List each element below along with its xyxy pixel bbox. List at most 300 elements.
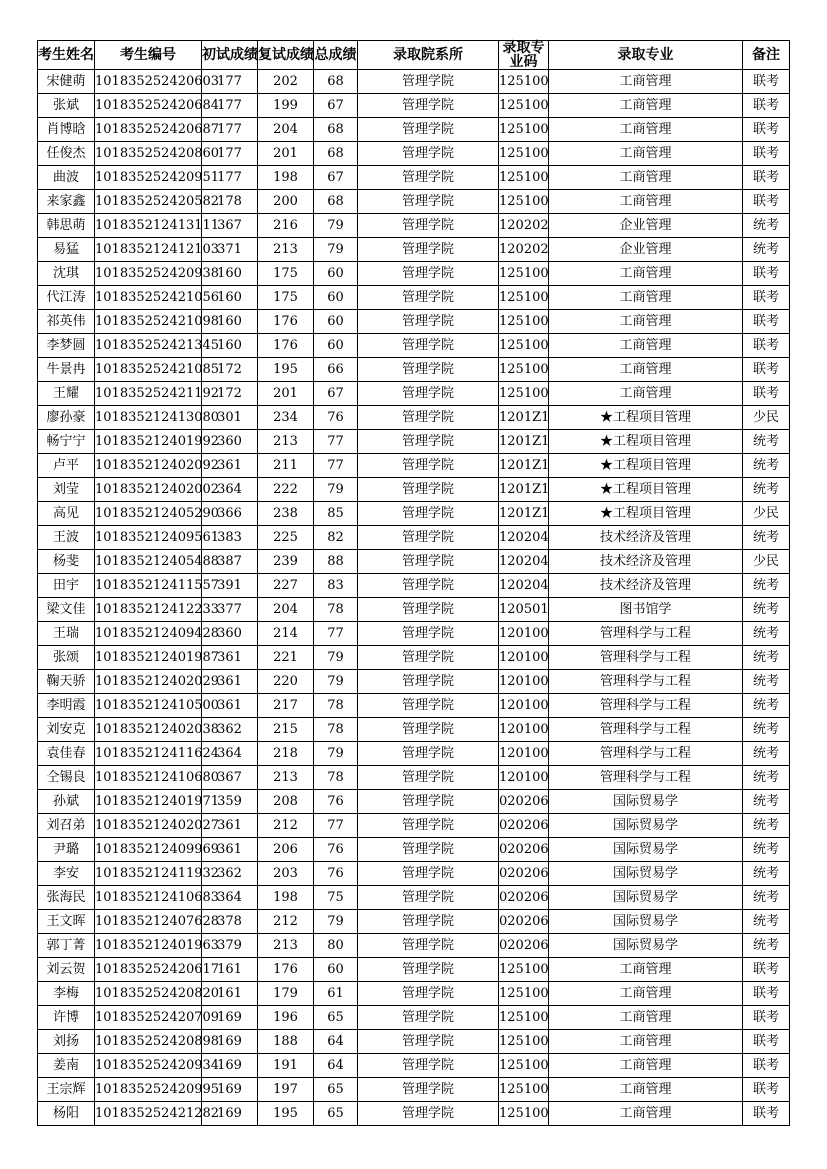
cell-department: 管理学院	[358, 598, 499, 622]
cell-major: 工商管理	[549, 118, 743, 142]
cell-major: 工商管理	[549, 286, 743, 310]
table-row	[38, 910, 790, 934]
cell-major-code: 125100	[499, 982, 549, 1006]
cell-note: 统考	[743, 838, 790, 862]
cell-id: 101835212405290	[95, 502, 202, 526]
cell-note: 统考	[743, 574, 790, 598]
cell-total-score: 76	[314, 790, 358, 814]
cell-department: 管理学院	[358, 886, 499, 910]
cell-retest-score: 213	[258, 934, 314, 958]
cell-total-score: 78	[314, 694, 358, 718]
cell-initial-score: 160	[202, 286, 258, 310]
cell-department: 管理学院	[358, 382, 499, 406]
cell-initial-score: 361	[202, 454, 258, 478]
cell-department: 管理学院	[358, 1054, 499, 1078]
cell-name: 宋健萌	[38, 70, 95, 94]
cell-major: 工商管理	[549, 70, 743, 94]
cell-major-code: 020206	[499, 814, 549, 838]
cell-note: 统考	[743, 454, 790, 478]
cell-note: 统考	[743, 694, 790, 718]
cell-id: 101835212407628	[95, 910, 202, 934]
cell-retest-score: 188	[258, 1030, 314, 1054]
cell-total-score: 78	[314, 598, 358, 622]
cell-id: 101835252421345	[95, 334, 202, 358]
cell-department: 管理学院	[358, 118, 499, 142]
cell-id: 101835252420860	[95, 142, 202, 166]
cell-department: 管理学院	[358, 214, 499, 238]
cell-retest-score: 216	[258, 214, 314, 238]
table-row	[38, 94, 790, 118]
cell-total-score: 68	[314, 142, 358, 166]
cell-department: 管理学院	[358, 430, 499, 454]
table-row	[38, 550, 790, 574]
cell-retest-score: 217	[258, 694, 314, 718]
cell-id: 101835212411932	[95, 862, 202, 886]
cell-retest-score: 208	[258, 790, 314, 814]
cell-department: 管理学院	[358, 1078, 499, 1102]
cell-note: 统考	[743, 862, 790, 886]
table-row	[38, 430, 790, 454]
cell-department: 管理学院	[358, 766, 499, 790]
cell-initial-score: 367	[202, 766, 258, 790]
cell-name: 王耀	[38, 382, 95, 406]
cell-major: 管理科学与工程	[549, 766, 743, 790]
cell-name: 袁佳春	[38, 742, 95, 766]
cell-total-score: 79	[314, 742, 358, 766]
cell-note: 联考	[743, 262, 790, 286]
cell-initial-score: 172	[202, 382, 258, 406]
cell-total-score: 76	[314, 862, 358, 886]
cell-note: 联考	[743, 142, 790, 166]
cell-retest-score: 198	[258, 886, 314, 910]
cell-retest-score: 213	[258, 430, 314, 454]
cell-major-code: 120202	[499, 238, 549, 262]
cell-retest-score: 206	[258, 838, 314, 862]
cell-id: 101835252420582	[95, 190, 202, 214]
cell-name: 肖博晗	[38, 118, 95, 142]
cell-name: 畅宁宁	[38, 430, 95, 454]
cell-initial-score: 160	[202, 310, 258, 334]
cell-retest-score: 213	[258, 238, 314, 262]
cell-department: 管理学院	[358, 958, 499, 982]
cell-total-score: 64	[314, 1030, 358, 1054]
cell-note: 联考	[743, 1054, 790, 1078]
cell-id: 101835252421085	[95, 358, 202, 382]
cell-note: 联考	[743, 310, 790, 334]
cell-id: 101835212412233	[95, 598, 202, 622]
cell-name: 刘云贺	[38, 958, 95, 982]
cell-retest-score: 218	[258, 742, 314, 766]
table-row	[38, 262, 790, 286]
cell-major-code: 120100	[499, 694, 549, 718]
cell-total-score: 68	[314, 70, 358, 94]
cell-department: 管理学院	[358, 166, 499, 190]
table-row	[38, 838, 790, 862]
cell-id: 101835252420709	[95, 1006, 202, 1030]
cell-major-code: 125100	[499, 958, 549, 982]
cell-id: 101835212409561	[95, 526, 202, 550]
table-row	[38, 238, 790, 262]
cell-name: 牛景冉	[38, 358, 95, 382]
cell-department: 管理学院	[358, 502, 499, 526]
cell-initial-score: 169	[202, 1054, 258, 1078]
cell-major: 国际贸易学	[549, 790, 743, 814]
cell-major: ★工程项目管理	[549, 430, 743, 454]
cell-initial-score: 362	[202, 718, 258, 742]
cell-name: 杨阳	[38, 1102, 95, 1126]
cell-note: 统考	[743, 790, 790, 814]
cell-major-code: 120100	[499, 718, 549, 742]
cell-retest-score: 195	[258, 1102, 314, 1126]
cell-department: 管理学院	[358, 910, 499, 934]
cell-department: 管理学院	[358, 190, 499, 214]
table-row	[38, 286, 790, 310]
cell-note: 少民	[743, 550, 790, 574]
cell-name: 易猛	[38, 238, 95, 262]
cell-name: 李安	[38, 862, 95, 886]
cell-note: 联考	[743, 358, 790, 382]
table-row	[38, 814, 790, 838]
cell-major: 管理科学与工程	[549, 742, 743, 766]
cell-initial-score: 177	[202, 118, 258, 142]
cell-initial-score: 169	[202, 1078, 258, 1102]
cell-name: 来家鑫	[38, 190, 95, 214]
cell-name: 刘安克	[38, 718, 95, 742]
cell-major: 管理科学与工程	[549, 646, 743, 670]
cell-note: 联考	[743, 286, 790, 310]
cell-department: 管理学院	[358, 334, 499, 358]
cell-total-score: 67	[314, 94, 358, 118]
cell-id: 101835212401971	[95, 790, 202, 814]
cell-major: 图书馆学	[549, 598, 743, 622]
cell-id: 101835212401992	[95, 430, 202, 454]
cell-major: 工商管理	[549, 94, 743, 118]
cell-note: 联考	[743, 118, 790, 142]
cell-total-score: 79	[314, 670, 358, 694]
cell-id: 101835252420603	[95, 70, 202, 94]
cell-retest-score: 204	[258, 598, 314, 622]
cell-name: 张海民	[38, 886, 95, 910]
cell-initial-score: 361	[202, 646, 258, 670]
cell-major-code: 120100	[499, 766, 549, 790]
cell-id: 101835212410683	[95, 886, 202, 910]
table-row	[38, 118, 790, 142]
cell-total-score: 76	[314, 838, 358, 862]
cell-name: 杨斐	[38, 550, 95, 574]
cell-total-score: 68	[314, 190, 358, 214]
cell-name: 王波	[38, 526, 95, 550]
cell-major: 工商管理	[549, 1006, 743, 1030]
cell-name: 孙斌	[38, 790, 95, 814]
cell-major: 工商管理	[549, 958, 743, 982]
cell-department: 管理学院	[358, 646, 499, 670]
cell-name: 代江涛	[38, 286, 95, 310]
cell-total-score: 80	[314, 934, 358, 958]
cell-id: 101835212401987	[95, 646, 202, 670]
cell-retest-score: 225	[258, 526, 314, 550]
cell-initial-score: 383	[202, 526, 258, 550]
header-total-score: 总成绩	[314, 41, 358, 70]
header-major-code: 录取专业码	[499, 41, 549, 70]
cell-department: 管理学院	[358, 358, 499, 382]
cell-name: 姜南	[38, 1054, 95, 1078]
cell-major-code: 1201Z1	[499, 430, 549, 454]
cell-major-code: 120204	[499, 550, 549, 574]
cell-department: 管理学院	[358, 790, 499, 814]
table-row	[38, 334, 790, 358]
cell-initial-score: 364	[202, 478, 258, 502]
cell-retest-score: 212	[258, 910, 314, 934]
cell-total-score: 88	[314, 550, 358, 574]
cell-major-code: 125100	[499, 1078, 549, 1102]
cell-major: 工商管理	[549, 1054, 743, 1078]
cell-initial-score: 178	[202, 190, 258, 214]
cell-retest-score: 221	[258, 646, 314, 670]
cell-department: 管理学院	[358, 934, 499, 958]
cell-id: 101835212411557	[95, 574, 202, 598]
cell-initial-score: 367	[202, 214, 258, 238]
table-row	[38, 958, 790, 982]
cell-id: 101835252420995	[95, 1078, 202, 1102]
cell-total-score: 60	[314, 286, 358, 310]
cell-note: 统考	[743, 646, 790, 670]
cell-major-code: 020206	[499, 886, 549, 910]
table-row	[38, 1006, 790, 1030]
cell-retest-score: 195	[258, 358, 314, 382]
table-row	[38, 670, 790, 694]
table-row	[38, 718, 790, 742]
cell-major-code: 120501	[499, 598, 549, 622]
table-row	[38, 766, 790, 790]
table-row	[38, 982, 790, 1006]
cell-major: ★工程项目管理	[549, 478, 743, 502]
cell-note: 少民	[743, 502, 790, 526]
cell-total-score: 60	[314, 262, 358, 286]
cell-major-code: 020206	[499, 910, 549, 934]
cell-note: 联考	[743, 166, 790, 190]
cell-total-score: 67	[314, 382, 358, 406]
cell-retest-score: 201	[258, 382, 314, 406]
cell-name: 梁文佳	[38, 598, 95, 622]
cell-major-code: 020206	[499, 790, 549, 814]
cell-id: 101835212402038	[95, 718, 202, 742]
cell-department: 管理学院	[358, 94, 499, 118]
cell-initial-score: 161	[202, 982, 258, 1006]
cell-note: 统考	[743, 430, 790, 454]
cell-major: 企业管理	[549, 238, 743, 262]
cell-total-score: 79	[314, 910, 358, 934]
cell-id: 101835252420934	[95, 1054, 202, 1078]
cell-total-score: 77	[314, 814, 358, 838]
cell-initial-score: 391	[202, 574, 258, 598]
cell-initial-score: 371	[202, 238, 258, 262]
cell-note: 联考	[743, 1030, 790, 1054]
cell-total-score: 65	[314, 1102, 358, 1126]
cell-initial-score: 361	[202, 814, 258, 838]
cell-major: 国际贸易学	[549, 838, 743, 862]
cell-note: 少民	[743, 406, 790, 430]
cell-total-score: 65	[314, 1078, 358, 1102]
cell-note: 统考	[743, 238, 790, 262]
cell-note: 统考	[743, 622, 790, 646]
header-department: 录取院系所	[358, 41, 499, 70]
cell-total-score: 78	[314, 766, 358, 790]
cell-id: 101835212402029	[95, 670, 202, 694]
cell-major-code: 125100	[499, 382, 549, 406]
cell-initial-score: 361	[202, 694, 258, 718]
table-row	[38, 478, 790, 502]
cell-initial-score: 177	[202, 142, 258, 166]
cell-initial-score: 377	[202, 598, 258, 622]
cell-major-code: 125100	[499, 94, 549, 118]
cell-major: ★工程项目管理	[549, 406, 743, 430]
cell-total-score: 60	[314, 310, 358, 334]
cell-id: 101835252421282	[95, 1102, 202, 1126]
cell-major-code: 120100	[499, 670, 549, 694]
cell-department: 管理学院	[358, 142, 499, 166]
cell-initial-score: 160	[202, 334, 258, 358]
cell-department: 管理学院	[358, 838, 499, 862]
cell-name: 廖孙豪	[38, 406, 95, 430]
cell-note: 统考	[743, 814, 790, 838]
cell-department: 管理学院	[358, 406, 499, 430]
cell-id: 101835252421192	[95, 382, 202, 406]
cell-initial-score: 361	[202, 838, 258, 862]
cell-name: 曲波	[38, 166, 95, 190]
table-row	[38, 454, 790, 478]
table-row	[38, 166, 790, 190]
cell-id: 101835212412103	[95, 238, 202, 262]
cell-initial-score: 301	[202, 406, 258, 430]
cell-note: 统考	[743, 670, 790, 694]
cell-department: 管理学院	[358, 286, 499, 310]
cell-name: 王文晖	[38, 910, 95, 934]
cell-major: 管理科学与工程	[549, 694, 743, 718]
cell-department: 管理学院	[358, 1006, 499, 1030]
header-id: 考生编号	[95, 41, 202, 70]
cell-major-code: 1201Z1	[499, 478, 549, 502]
cell-major-code: 125100	[499, 1102, 549, 1126]
cell-retest-score: 179	[258, 982, 314, 1006]
cell-major-code: 125100	[499, 70, 549, 94]
cell-retest-score: 199	[258, 94, 314, 118]
cell-name: 祁英伟	[38, 310, 95, 334]
cell-major-code: 020206	[499, 862, 549, 886]
cell-note: 统考	[743, 910, 790, 934]
cell-name: 田宇	[38, 574, 95, 598]
cell-total-score: 82	[314, 526, 358, 550]
table-row	[38, 1078, 790, 1102]
table-row	[38, 742, 790, 766]
cell-initial-score: 169	[202, 1030, 258, 1054]
cell-initial-score: 160	[202, 262, 258, 286]
cell-name: 高见	[38, 502, 95, 526]
cell-initial-score: 379	[202, 934, 258, 958]
cell-note: 联考	[743, 958, 790, 982]
cell-name: 刘扬	[38, 1030, 95, 1054]
cell-id: 101835212413080	[95, 406, 202, 430]
cell-retest-score: 176	[258, 958, 314, 982]
cell-major-code: 120202	[499, 214, 549, 238]
cell-department: 管理学院	[358, 694, 499, 718]
cell-initial-score: 362	[202, 862, 258, 886]
cell-initial-score: 364	[202, 742, 258, 766]
cell-retest-score: 220	[258, 670, 314, 694]
cell-retest-score: 175	[258, 262, 314, 286]
table-row	[38, 382, 790, 406]
cell-major: 技术经济及管理	[549, 550, 743, 574]
cell-name: 鞠天骄	[38, 670, 95, 694]
cell-initial-score: 169	[202, 1102, 258, 1126]
cell-id: 101835212409428	[95, 622, 202, 646]
cell-name: 韩思萌	[38, 214, 95, 238]
cell-department: 管理学院	[358, 1102, 499, 1126]
cell-retest-score: 238	[258, 502, 314, 526]
cell-major: 工商管理	[549, 190, 743, 214]
cell-id: 101835212411624	[95, 742, 202, 766]
cell-major-code: 125100	[499, 286, 549, 310]
cell-note: 联考	[743, 1006, 790, 1030]
cell-major: 工商管理	[549, 358, 743, 382]
cell-total-score: 75	[314, 886, 358, 910]
cell-major-code: 125100	[499, 166, 549, 190]
table-row	[38, 622, 790, 646]
table-row	[38, 70, 790, 94]
cell-major: 工商管理	[549, 1102, 743, 1126]
cell-initial-score: 360	[202, 622, 258, 646]
table-row	[38, 142, 790, 166]
cell-total-score: 77	[314, 622, 358, 646]
cell-note: 联考	[743, 94, 790, 118]
cell-retest-score: 213	[258, 766, 314, 790]
cell-major-code: 125100	[499, 262, 549, 286]
cell-name: 李梅	[38, 982, 95, 1006]
cell-retest-score: 201	[258, 142, 314, 166]
cell-major: 国际贸易学	[549, 910, 743, 934]
cell-major: 工商管理	[549, 982, 743, 1006]
table-row	[38, 406, 790, 430]
cell-major-code: 125100	[499, 358, 549, 382]
cell-name: 刘莹	[38, 478, 95, 502]
table-row	[38, 358, 790, 382]
cell-note: 统考	[743, 214, 790, 238]
cell-note: 联考	[743, 1102, 790, 1126]
cell-initial-score: 364	[202, 886, 258, 910]
cell-name: 郭丁菁	[38, 934, 95, 958]
cell-initial-score: 172	[202, 358, 258, 382]
cell-initial-score: 169	[202, 1006, 258, 1030]
cell-id: 101835212410680	[95, 766, 202, 790]
cell-id: 101835212410500	[95, 694, 202, 718]
cell-note: 统考	[743, 886, 790, 910]
cell-note: 联考	[743, 334, 790, 358]
cell-id: 101835252420951	[95, 166, 202, 190]
table-row	[38, 310, 790, 334]
cell-total-score: 77	[314, 454, 358, 478]
cell-department: 管理学院	[358, 454, 499, 478]
cell-department: 管理学院	[358, 814, 499, 838]
cell-name: 仝锡良	[38, 766, 95, 790]
cell-department: 管理学院	[358, 526, 499, 550]
cell-note: 联考	[743, 982, 790, 1006]
cell-name: 张颂	[38, 646, 95, 670]
cell-initial-score: 366	[202, 502, 258, 526]
cell-total-score: 83	[314, 574, 358, 598]
cell-major-code: 1201Z1	[499, 406, 549, 430]
cell-initial-score: 359	[202, 790, 258, 814]
cell-retest-score: 227	[258, 574, 314, 598]
cell-initial-score: 177	[202, 166, 258, 190]
